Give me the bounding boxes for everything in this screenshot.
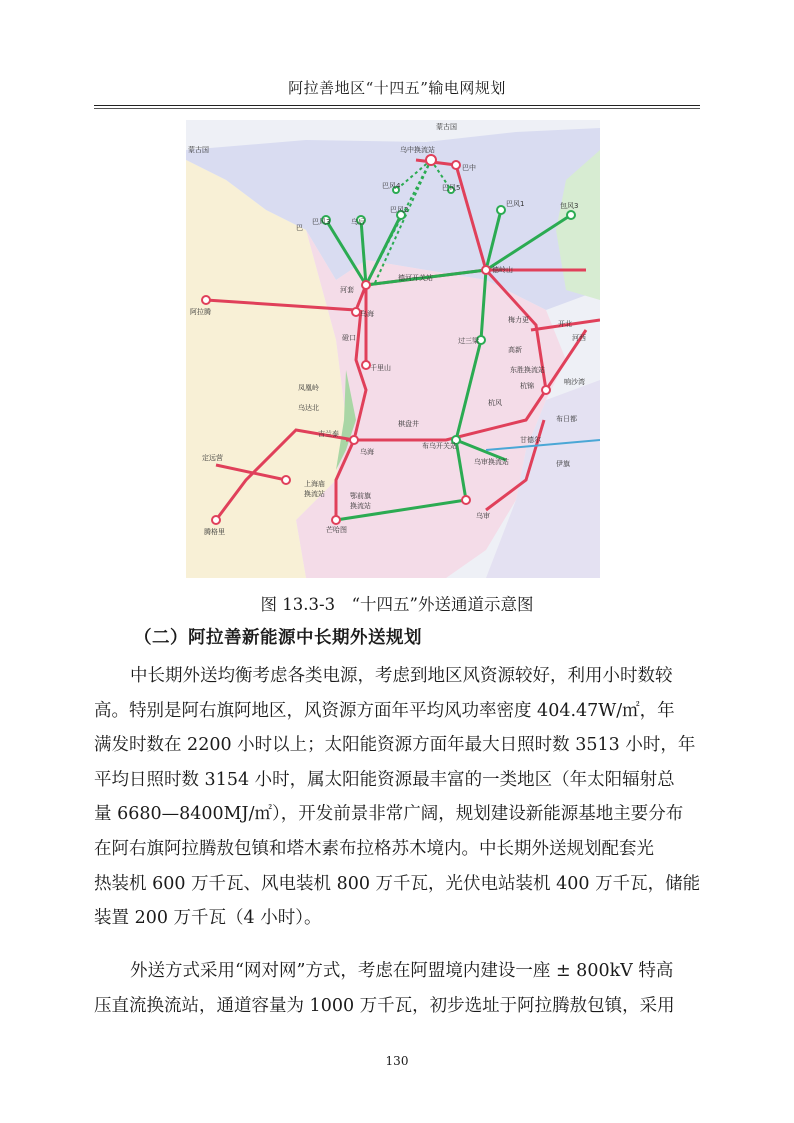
station-wushen: [462, 496, 470, 504]
label-compass: 蒙古国: [436, 123, 457, 131]
label-budi: 布日都: [556, 415, 577, 423]
label-xiangshawan: 响沙湾: [564, 378, 585, 386]
station-wuzhong-converter: [426, 155, 436, 165]
label-guosanliang: 过三梁: [458, 337, 479, 345]
label-qianlishan: 千里山: [370, 364, 391, 372]
label-bafeng1: 巴风1: [506, 200, 525, 208]
paragraph-1: [94, 659, 700, 945]
label-yiqi: 伊旗: [556, 460, 570, 468]
label-wuhou: 乌后: [351, 218, 365, 226]
label-delingshan: 德岭山: [492, 266, 513, 274]
paragraph-2-line-2: 压直流换流站，通道容量为 1000 万千瓦，初步选址于阿拉腾敖包镇，采用: [94, 995, 675, 1016]
label-shanghai-temple: 上海庙: [304, 480, 325, 488]
station-wuhai: [352, 308, 360, 316]
label-wuhai: 乌海: [360, 310, 374, 318]
label-dehe: 德河开关站: [398, 274, 433, 282]
label-fengshanling: 凤凰岭: [298, 384, 319, 392]
station-hetao: [362, 281, 370, 289]
label-hexi: 河西: [572, 334, 586, 342]
figure-caption: 图 13.3-3 “十四五”外送通道示意图: [260, 595, 534, 614]
label-gaoxin: 高新: [508, 346, 522, 354]
label-hetao: 河套: [340, 286, 354, 294]
paragraph-1-line-8: 装置 200 万千瓦（4 小时）。: [94, 908, 322, 929]
label-ganjier: 甘德尔: [520, 436, 541, 444]
label-bafeng5: 巴风5: [442, 184, 461, 192]
label-wushen: 乌审: [476, 512, 490, 520]
label-bafeng2: 巴风2: [390, 206, 409, 214]
station-alateng: [202, 296, 210, 304]
label-jilantai: 吉兰泰: [318, 430, 339, 438]
label-bayanhaote: 巴: [296, 224, 303, 232]
label-bafeng3: 巴风3: [312, 218, 331, 226]
transmission-map: [186, 120, 600, 578]
running-header-title: 阿拉善地区“十四五”输电网规划: [288, 79, 506, 97]
label-bazhong: 巴中: [462, 164, 476, 172]
label-dingyuanying: 定远营: [202, 454, 223, 462]
station-dingyuanying: [282, 476, 290, 484]
header-divider: [94, 108, 700, 109]
station-tenggeli: [212, 516, 220, 524]
station-bazhong: [452, 161, 460, 169]
paragraph-1-line-4: 平均日照时数 3154 小时，属太阳能资源最丰富的一类地区（年太阳辐射总: [94, 769, 675, 790]
label-wuhai2: 乌海: [360, 448, 374, 456]
paragraph-1-line-6: 在阿右旗阿拉腾敖包镇和塔木素布拉格苏木境内。中长期外送规划配套光: [94, 838, 654, 859]
label-ejin-converter: 鄂前旗: [350, 492, 371, 500]
label-buwu: 布乌开关站: [422, 442, 457, 450]
paragraph-2-line-1: 外送方式采用“网对网”方式，考虑在阿盟境内建设一座 ± 800kV 特高: [130, 961, 674, 981]
station-budi: [542, 386, 550, 394]
label-mangha: 芒哈图: [326, 526, 347, 534]
station-mangha: [332, 516, 340, 524]
label-dengkou: 磴口: [342, 334, 356, 342]
label-wudabei: 乌达北: [298, 404, 319, 412]
station-bafeng3-right: [567, 211, 575, 219]
label-qipanjing: 棋盘井: [398, 420, 419, 428]
label-hangfeng: 杭风: [488, 399, 502, 407]
label-wushen-converter: 乌审换流站: [474, 458, 509, 466]
page-number: 130: [385, 1054, 409, 1068]
station-delingshan: [482, 266, 490, 274]
station-bafeng1: [497, 206, 505, 214]
section-heading: （二）阿拉善新能源中长期外送规划: [134, 628, 422, 648]
label-top-left: 蒙古国: [188, 146, 209, 154]
label-bafeng4: 巴风4: [382, 182, 401, 190]
label-converter2: 换流站: [350, 502, 371, 510]
label-bafeng3-right: 包风3: [560, 202, 579, 210]
paragraph-1-line-2: 高。特别是阿右旗阿地区，风资源方面年平均风功率密度 404.47W/㎡，年: [94, 700, 675, 721]
paragraph-1-line-7: 热装机 600 万千瓦、风电装机 800 万千瓦，光伏电站装机 400 万千瓦，储能: [94, 873, 700, 894]
label-meiligeng: 梅力更: [508, 316, 529, 324]
paragraph-1-line-5: 量 6680—8400MJ/㎡），开发前景非常广阔，规划建设新能源基地主要分布: [94, 804, 684, 825]
label-dongsheng-converter: 东胜换流站: [510, 366, 545, 374]
station-wuhai-south: [350, 436, 358, 444]
label-converter: 换流站: [304, 490, 325, 498]
label-tenggeli: 腾格里: [204, 528, 225, 536]
running-header: [94, 74, 700, 106]
transmission-map-figure: [186, 120, 600, 578]
label-wuzhong-converter: 乌中换流站: [400, 146, 435, 154]
label-kaibei: 开北: [558, 320, 572, 328]
paragraph-1-line-3: 满发时数在 2200 小时以上；太阳能资源方面年最大日照时数 3513 小时，年: [94, 735, 696, 756]
paragraph-1-line-1: 中长期外送均衡考虑各类电源，考虑到地区风资源较好，利用小时数较: [130, 666, 673, 686]
paragraph-2: [94, 954, 700, 1030]
label-alateng: 阿拉腾: [190, 308, 211, 316]
station-qianlishan: [362, 361, 370, 369]
label-hangjin: 杭锦: [520, 382, 534, 390]
